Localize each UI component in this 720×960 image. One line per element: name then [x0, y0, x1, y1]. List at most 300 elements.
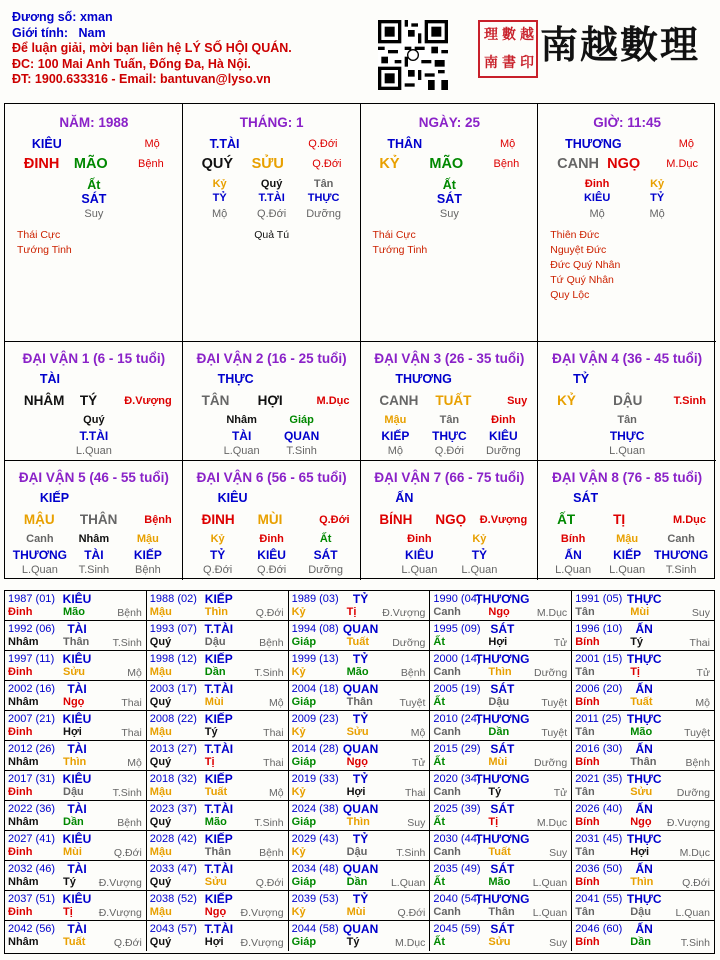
- year-stem: Bính: [575, 756, 600, 768]
- year-label: 2019 (33): [291, 773, 339, 785]
- star-note: Quy Lộc: [550, 289, 590, 301]
- year-god: KIÊU: [62, 712, 92, 726]
- year-branch: Thìn: [630, 876, 654, 888]
- year-branch: Thìn: [63, 756, 87, 768]
- hidden-phase: Dưỡng: [485, 445, 521, 457]
- year-god: THỰC: [626, 592, 662, 606]
- pillar-branch: NGỌ: [607, 156, 641, 172]
- year-phase: Tử: [553, 787, 568, 799]
- dai-van-status: Bệnh: [144, 514, 172, 526]
- year-god: QUAN: [342, 682, 379, 696]
- year-god: THỰC: [626, 832, 662, 846]
- year-phase: Đ.Vượng: [240, 937, 284, 949]
- year-branch: Tý: [204, 726, 218, 738]
- year-cell: [5, 771, 147, 801]
- hidden-phase: Dưỡng: [308, 564, 343, 576]
- year-god: SÁT: [490, 622, 515, 636]
- year-stem: Nhâm: [8, 876, 39, 888]
- name-label: Đương số:: [12, 10, 77, 24]
- year-god: T.TÀI: [204, 862, 234, 876]
- hidden-god: TỶ: [471, 548, 488, 562]
- year-god: ẤN: [635, 682, 653, 696]
- year-label: 2037 (51): [8, 893, 56, 905]
- year-stem: Nhâm: [8, 696, 39, 708]
- year-stem: Canh: [433, 726, 461, 738]
- year-branch: Dậu: [346, 846, 368, 858]
- name-value: xman: [79, 10, 113, 24]
- star-note: Nguyệt Đức: [550, 244, 607, 256]
- year-cell: [572, 771, 714, 801]
- year-god: TÀI: [67, 742, 87, 756]
- year-phase: M.Dục: [679, 847, 710, 859]
- dai-van-status: M.Dục: [673, 514, 706, 526]
- year-cell: [430, 861, 572, 891]
- dai-van-branch: TUẤT: [435, 393, 472, 408]
- year-god: KIÊU: [62, 652, 92, 666]
- hidden-god: KIÊU: [489, 429, 518, 443]
- pillar-stem: CANH: [557, 156, 600, 172]
- year-god: THƯƠNG: [475, 712, 530, 726]
- dai-van-branch: NGỌ: [435, 512, 467, 527]
- dai-van-title: ĐẠI VẬN 1 (6 - 15 tuổi): [22, 351, 166, 366]
- hidden-god: KIÊU: [583, 192, 611, 204]
- year-phase: Dưỡng: [534, 667, 568, 679]
- year-cell: [147, 861, 289, 891]
- dai-van-stem: BÍNH: [379, 512, 413, 527]
- year-label: 2009 (23): [291, 713, 339, 725]
- year-cell: [430, 741, 572, 771]
- year-branch: Dậu: [488, 696, 510, 708]
- year-phase: Suy: [549, 847, 568, 859]
- year-cell: [430, 621, 572, 651]
- year-god: TỶ: [352, 892, 369, 906]
- dai-van-title: ĐẠI VẬN 4 (36 - 45 tuổi): [552, 351, 703, 366]
- year-stem: Bính: [575, 816, 600, 828]
- year-branch: Dần: [630, 936, 651, 948]
- year-god: KIÊU: [62, 772, 92, 786]
- year-phase: Tuyệt: [399, 697, 426, 709]
- hidden-stem: Ất: [442, 178, 456, 192]
- year-god: KIẾP: [204, 592, 233, 606]
- year-branch: Mùi: [630, 606, 650, 618]
- year-god: TÀI: [67, 802, 87, 816]
- year-label: 1995 (09): [433, 623, 481, 635]
- year-branch: Tý: [346, 936, 360, 948]
- year-branch: Tuất: [63, 936, 86, 948]
- year-label: 2005 (19): [433, 683, 481, 695]
- year-cell: [572, 891, 714, 921]
- year-cell: [5, 831, 147, 861]
- hidden-phase: Mộ: [387, 445, 404, 457]
- year-branch: Mùi: [63, 846, 82, 858]
- year-god: TÀI: [67, 862, 87, 876]
- dai-van-status: Suy: [507, 395, 528, 407]
- year-stem: Tân: [575, 786, 595, 798]
- year-cell: [572, 831, 714, 861]
- hidden-god: ẤN: [564, 548, 582, 562]
- hidden-stem: Kỷ: [472, 533, 487, 545]
- year-cell: [430, 681, 572, 711]
- year-stem: Nhâm: [8, 756, 39, 768]
- year-cell: [289, 741, 431, 771]
- year-god: T.TÀI: [204, 922, 234, 936]
- year-label: 2016 (30): [575, 743, 623, 755]
- year-cell: [289, 831, 431, 861]
- year-phase: T.Sinh: [112, 637, 142, 649]
- pillar-cell: [5, 104, 183, 342]
- year-god: ẤN: [635, 742, 653, 756]
- year-cell: [289, 921, 431, 951]
- year-label: 1992 (06): [8, 623, 56, 635]
- year-phase: Mộ: [269, 697, 284, 709]
- dai-van-branch: DẬU: [613, 393, 643, 408]
- contact-line-3: ĐT: 1900.633316 - Email: bantuvan@lyso.vn: [12, 72, 271, 87]
- year-phase: L.Quan: [532, 907, 568, 919]
- year-label: 1991 (05): [575, 593, 623, 605]
- dai-van-title: ĐẠI VẬN 5 (46 - 55 tuổi): [18, 470, 169, 485]
- hidden-phase: Suy: [439, 208, 459, 220]
- hidden-god: THỰC: [307, 192, 340, 204]
- pillar-branch: MÃO: [73, 156, 108, 172]
- year-cell: [572, 801, 714, 831]
- pillar-cell: [183, 104, 361, 342]
- year-god: QUAN: [342, 622, 379, 636]
- year-phase: T.Sinh: [396, 847, 426, 859]
- year-phase: Mộ: [127, 667, 142, 679]
- star-note: Quả Tú: [254, 229, 290, 241]
- year-stem: Ất: [433, 876, 445, 888]
- year-branch: Ngọ: [63, 696, 85, 708]
- year-god: TỶ: [352, 712, 369, 726]
- hidden-god: TỶ: [212, 192, 227, 204]
- year-label: 2028 (42): [149, 833, 197, 845]
- dai-van-branch: MÙI: [257, 512, 283, 527]
- year-label: 1999 (13): [291, 653, 339, 665]
- year-branch: Dậu: [204, 636, 226, 648]
- dai-van-god: THỰC: [217, 372, 254, 386]
- year-stem: Đinh: [8, 906, 33, 918]
- year-label: 2015 (29): [433, 743, 481, 755]
- year-stem: Nhâm: [8, 936, 39, 948]
- year-branch: Ngọ: [204, 906, 227, 918]
- year-branch: Thìn: [346, 816, 370, 828]
- hidden-stem: Mậu: [616, 533, 639, 545]
- year-cell: [572, 861, 714, 891]
- pillar-cell: [538, 104, 716, 342]
- dai-van-cell: [538, 342, 716, 461]
- year-branch: Sửu: [488, 936, 511, 948]
- year-label: 2044 (58): [291, 923, 339, 935]
- year-label: 2004 (18): [291, 683, 339, 695]
- year-branch: Ngọ: [488, 606, 510, 618]
- year-cell: [147, 771, 289, 801]
- hidden-phase: Bệnh: [135, 564, 161, 576]
- hidden-stem: Kỷ: [210, 533, 225, 545]
- year-label: 2040 (54): [433, 893, 481, 905]
- year-label: 2011 (25): [575, 713, 622, 725]
- year-cell: [430, 651, 572, 681]
- year-cell: [147, 711, 289, 741]
- year-branch: Tý: [488, 786, 502, 798]
- year-branch: Mão: [63, 606, 85, 618]
- year-phase: T.Sinh: [254, 817, 284, 829]
- pillar-god: THƯƠNG: [565, 137, 622, 151]
- dai-van-status: Đ.Vượng: [479, 514, 528, 526]
- year-phase: Mộ: [269, 787, 284, 799]
- year-branch: Dần: [204, 666, 226, 678]
- dai-van-god: SÁT: [573, 491, 599, 505]
- year-phase: M.Dục: [395, 937, 426, 949]
- year-branch: Tý: [630, 636, 644, 648]
- year-god: THƯƠNG: [475, 772, 530, 786]
- year-phase: L.Quan: [390, 877, 426, 889]
- year-god: TÀI: [67, 922, 87, 936]
- year-stem: Mậu: [149, 906, 172, 918]
- hidden-phase: L.Quan: [401, 564, 438, 576]
- year-stem: Tân: [575, 726, 595, 738]
- year-cell: [5, 651, 147, 681]
- year-phase: Thai: [404, 787, 426, 799]
- year-phase: M.Dục: [536, 817, 568, 829]
- pillar-god: THÂN: [387, 137, 423, 151]
- year-phase: Dưỡng: [392, 637, 426, 649]
- year-branch: Thìn: [204, 606, 229, 618]
- year-god: ẤN: [635, 622, 653, 636]
- year-phase: Tuyệt: [541, 727, 568, 739]
- hidden-phase: Q.Đới: [257, 564, 287, 576]
- year-stem: Canh: [433, 906, 461, 918]
- year-label: 1990 (04): [433, 593, 481, 605]
- year-phase: Tử: [696, 667, 710, 679]
- year-label: 2018 (32): [149, 773, 197, 785]
- year-cell: [430, 921, 572, 951]
- year-phase: Tuyệt: [684, 727, 710, 739]
- year-god: ẤN: [635, 922, 653, 936]
- year-stem: Đinh: [8, 786, 33, 798]
- pillar-title: THÁNG: 1: [239, 115, 304, 130]
- year-cell: [147, 921, 289, 951]
- year-label: 2002 (16): [8, 683, 56, 695]
- year-god: QUAN: [342, 742, 379, 756]
- year-cell: [147, 621, 289, 651]
- year-god: ẤN: [635, 862, 653, 876]
- dai-van-branch: TỊ: [613, 512, 626, 527]
- hidden-god: KIẾP: [613, 548, 642, 562]
- pillar-status: M.Dục: [666, 158, 698, 170]
- year-label: 2045 (59): [433, 923, 481, 935]
- hidden-god: KIẾP: [381, 429, 410, 443]
- year-god: THƯƠNG: [475, 652, 530, 666]
- year-phase: Q.Đới: [113, 937, 142, 949]
- year-stem: Đinh: [8, 846, 33, 858]
- year-label: 2020 (34): [433, 773, 481, 785]
- year-label: 2017 (31): [8, 773, 56, 785]
- year-cell: [572, 651, 714, 681]
- year-stem: Đinh: [8, 666, 33, 678]
- hidden-stem: Quý: [83, 414, 105, 426]
- hidden-god: SÁT: [81, 192, 107, 206]
- year-stem: Quý: [149, 876, 172, 888]
- dai-van-branch: HỢI: [257, 393, 283, 408]
- year-phase: Tử: [411, 757, 426, 769]
- star-note: Thái Cực: [17, 229, 61, 241]
- year-stem: Đinh: [8, 606, 33, 618]
- year-branch: Hợi: [488, 636, 508, 648]
- dai-van-status: T.Sinh: [673, 395, 706, 407]
- year-stem: Ất: [433, 636, 445, 648]
- year-stem: Quý: [149, 636, 172, 648]
- year-branch: Thân: [346, 696, 373, 708]
- hidden-god: T.TÀI: [258, 192, 285, 204]
- hidden-phase: Q.Đới: [434, 445, 464, 457]
- pillar-cell: [361, 104, 539, 342]
- hidden-god: TÀI: [231, 429, 252, 443]
- year-label: 2021 (35): [575, 773, 623, 785]
- year-cell: [572, 621, 714, 651]
- year-stem: Giáp: [291, 696, 317, 708]
- contact-line-1: Để luận giải, mời bạn liên hệ LÝ SỐ HỘI QUÁN.: [12, 41, 292, 56]
- year-phase: Đ.Vượng: [666, 817, 710, 829]
- pillar-branch: SỬU: [251, 156, 284, 172]
- year-phase: Dưỡng: [676, 787, 710, 799]
- year-phase: Thai: [263, 757, 284, 769]
- year-cell: [430, 831, 572, 861]
- year-cell: [572, 741, 714, 771]
- dai-van-stem: KỶ: [557, 393, 576, 408]
- year-label: 1987 (01): [8, 593, 56, 605]
- year-label: 2006 (20): [575, 683, 623, 695]
- year-cell: [5, 621, 147, 651]
- hidden-stem: Mậu: [384, 414, 407, 426]
- hidden-phase: L.Quan: [609, 564, 646, 576]
- year-label: 2035 (49): [433, 863, 481, 875]
- year-cell: [5, 891, 147, 921]
- year-god: THỰC: [626, 772, 662, 786]
- hidden-stem: Đinh: [584, 178, 610, 190]
- hidden-phase: L.Quan: [609, 445, 646, 457]
- year-label: 2007 (21): [8, 713, 56, 725]
- year-stem: Ất: [433, 696, 445, 708]
- year-label: 2031 (45): [575, 833, 623, 845]
- year-phase: Thai: [689, 637, 710, 649]
- year-phase: L.Quan: [532, 877, 568, 889]
- year-phase: Mộ: [410, 727, 426, 739]
- hidden-phase: Dưỡng: [306, 208, 341, 220]
- year-cell: [5, 591, 147, 621]
- year-stem: Kỷ: [291, 846, 306, 858]
- year-phase: T.Sinh: [112, 787, 142, 799]
- pillar-phase: Mộ: [678, 138, 694, 150]
- year-god: TỶ: [352, 772, 369, 786]
- hidden-stem: Bính: [560, 533, 586, 545]
- hidden-god: THƯƠNG: [12, 548, 67, 562]
- year-branch: Dần: [346, 876, 368, 888]
- pillar-title: NĂM: 1988: [59, 115, 129, 130]
- year-god: SÁT: [490, 682, 515, 696]
- year-stem: Nhâm: [8, 636, 39, 648]
- year-phase: Bệnh: [400, 667, 426, 679]
- year-label: 2023 (37): [149, 803, 197, 815]
- year-cell: [5, 921, 147, 951]
- year-phase: Q.Đới: [255, 607, 284, 619]
- year-stem: Tân: [575, 606, 595, 618]
- year-branch: Mùi: [346, 906, 366, 918]
- hidden-stem: Đinh: [407, 533, 432, 545]
- pillar-phase: Mộ: [144, 138, 160, 150]
- star-note: Thiên Đức: [550, 229, 600, 241]
- year-phase: Đ.Vượng: [98, 907, 142, 919]
- year-phase: Tử: [553, 637, 568, 649]
- hidden-god: TỶ: [209, 548, 226, 562]
- year-label: 2032 (46): [8, 863, 56, 875]
- dai-van-title: ĐẠI VẬN 7 (66 - 75 tuổi): [374, 470, 525, 485]
- year-cell: [5, 741, 147, 771]
- hidden-god: QUAN: [283, 429, 320, 443]
- year-label: 1998 (12): [149, 653, 197, 665]
- year-god: SÁT: [490, 802, 515, 816]
- header-info: [12, 10, 292, 88]
- hidden-phase: L.Quan: [461, 564, 498, 576]
- hidden-stem: Ất: [319, 533, 332, 545]
- year-stem: Mậu: [149, 726, 172, 738]
- year-phase: Q.Đới: [255, 877, 284, 889]
- year-cell: [289, 861, 431, 891]
- pillar-status: Q.Đới: [312, 158, 342, 170]
- year-branch: Dậu: [63, 786, 84, 798]
- year-branch: Sửu: [630, 786, 653, 798]
- year-label: 2033 (47): [149, 863, 197, 875]
- hidden-stem: Giáp: [289, 414, 314, 426]
- hidden-stem: Tân: [313, 178, 334, 190]
- year-cell: [289, 801, 431, 831]
- hidden-stem: Nhâm: [78, 533, 110, 545]
- year-label: 2026 (40): [575, 803, 623, 815]
- year-branch: Tị: [63, 906, 73, 918]
- year-god: QUAN: [342, 922, 379, 936]
- year-branch: Thân: [63, 636, 90, 648]
- hidden-stem: Đinh: [259, 533, 284, 545]
- year-god: THỰC: [626, 652, 662, 666]
- hidden-phase: T.Sinh: [665, 564, 697, 576]
- hidden-phase: L.Quan: [75, 445, 112, 457]
- year-branch: Thân: [204, 846, 232, 858]
- year-stem: Quý: [149, 696, 172, 708]
- year-god: KIÊU: [62, 892, 92, 906]
- hidden-god: THƯƠNG: [654, 548, 709, 562]
- dai-van-stem: MẬU: [23, 512, 55, 527]
- year-stem: Canh: [433, 606, 461, 618]
- year-phase: T.Sinh: [680, 937, 710, 949]
- year-label: 2041 (55): [575, 893, 623, 905]
- year-stem: Giáp: [291, 936, 317, 948]
- year-stem: Kỷ: [291, 906, 306, 918]
- yearly-grid: [4, 590, 715, 954]
- year-cell: [147, 591, 289, 621]
- year-branch: Tuất: [204, 786, 228, 798]
- year-cell: [147, 891, 289, 921]
- red-seal: 理 數 越 南 書 印: [478, 20, 538, 78]
- year-label: 1988 (02): [149, 593, 197, 605]
- star-note: Tướng Tinh: [372, 244, 428, 256]
- hidden-god: TỶ: [650, 192, 665, 204]
- year-stem: Giáp: [291, 816, 317, 828]
- hidden-phase: Q.Đới: [257, 208, 287, 220]
- year-god: TÀI: [67, 622, 87, 636]
- year-phase: Tuyệt: [541, 697, 568, 709]
- hidden-god: KIẾP: [133, 548, 162, 562]
- year-phase: Bệnh: [259, 847, 284, 859]
- hidden-stem: Mậu: [136, 533, 159, 545]
